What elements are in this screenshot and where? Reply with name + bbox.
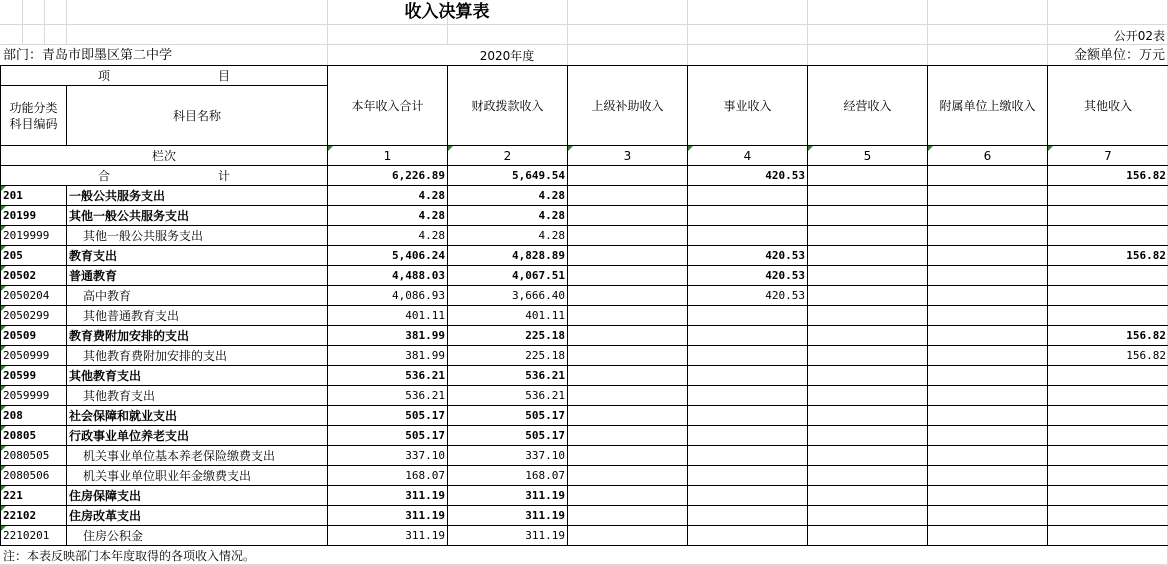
table-row	[1, 406, 1168, 426]
col-index-5[interactable]: 5	[808, 146, 928, 166]
subject-name[interactable]: 其他普通教育支出	[67, 306, 328, 326]
table-row	[1, 506, 1168, 526]
amount-cell[interactable]: 156.82	[1048, 326, 1168, 346]
amount-cell[interactable]	[928, 326, 1048, 346]
table-row	[1, 226, 1168, 246]
amount-cell[interactable]	[568, 386, 688, 406]
subject-name[interactable]: 高中教育	[67, 286, 328, 306]
amount-cell[interactable]	[808, 426, 928, 446]
amount-cell[interactable]: 505.17	[328, 426, 448, 446]
amount-cell[interactable]: 337.10	[328, 446, 448, 466]
amount-cell[interactable]	[688, 326, 808, 346]
amount-cell[interactable]: 536.21	[328, 386, 448, 406]
total-value[interactable]	[568, 166, 688, 186]
amount-cell[interactable]	[808, 466, 928, 486]
fiscal-year: 2020年度	[479, 49, 535, 63]
subject-name[interactable]: 住房改革支出	[67, 506, 328, 526]
col-index-2[interactable]: 2	[448, 146, 568, 166]
amount-cell[interactable]	[568, 506, 688, 526]
amount-cell[interactable]	[1048, 426, 1168, 446]
amount-cell[interactable]: 311.19	[328, 486, 448, 506]
amount-cell[interactable]	[808, 366, 928, 386]
col-header-1: 本年收入合计	[328, 66, 448, 146]
department-label: 部门：青岛市即墨区第二中学	[3, 48, 173, 63]
amount-cell[interactable]: 4,067.51	[448, 266, 568, 286]
col-header-2: 财政拨款收入	[448, 66, 568, 146]
amount-cell[interactable]: 225.18	[448, 326, 568, 346]
table-row	[1, 466, 1168, 486]
report-title: 收入决算表	[404, 2, 490, 22]
amount-cell[interactable]: 4.28	[328, 186, 448, 206]
subject-name[interactable]: 其他一般公共服务支出	[67, 206, 328, 226]
amount-cell[interactable]: 225.18	[448, 346, 568, 366]
amount-cell[interactable]: 505.17	[448, 426, 568, 446]
table-row	[1, 266, 1168, 286]
amount-cell[interactable]: 4.28	[328, 226, 448, 246]
income-table	[0, 65, 1168, 546]
table-row	[1, 526, 1168, 546]
amount-cell[interactable]: 381.99	[328, 326, 448, 346]
amount-cell[interactable]: 3,666.40	[448, 286, 568, 306]
subject-code[interactable]: 2019999	[1, 226, 67, 246]
subject-name[interactable]: 社会保障和就业支出	[67, 406, 328, 426]
amount-cell[interactable]: 4,828.89	[448, 246, 568, 266]
amount-cell[interactable]	[1048, 526, 1168, 546]
amount-cell[interactable]	[568, 206, 688, 226]
amount-cell[interactable]	[568, 446, 688, 466]
amount-cell[interactable]	[928, 426, 1048, 446]
col-index-6[interactable]: 6	[928, 146, 1048, 166]
table-row	[1, 186, 1168, 206]
amount-cell[interactable]	[1048, 206, 1168, 226]
amount-cell[interactable]	[1048, 506, 1168, 526]
amount-cell[interactable]: 168.07	[328, 466, 448, 486]
amount-cell[interactable]	[568, 306, 688, 326]
amount-cell[interactable]	[1048, 446, 1168, 466]
document-number: 公开02表	[1113, 29, 1165, 43]
amount-cell[interactable]: 505.17	[448, 406, 568, 426]
col-index-1[interactable]: 1	[328, 146, 448, 166]
amount-cell[interactable]	[1048, 286, 1168, 306]
amount-cell[interactable]	[568, 366, 688, 386]
amount-cell[interactable]	[568, 246, 688, 266]
amount-cell[interactable]	[1048, 406, 1168, 426]
column-index-label: 栏次	[1, 146, 328, 166]
amount-cell[interactable]: 4.28	[448, 206, 568, 226]
amount-cell[interactable]: 311.19	[448, 486, 568, 506]
amount-cell[interactable]: 401.11	[448, 306, 568, 326]
subject-name[interactable]: 教育费附加安排的支出	[67, 326, 328, 346]
amount-cell[interactable]	[808, 306, 928, 326]
subject-code[interactable]: 208	[1, 406, 67, 426]
amount-cell[interactable]	[688, 366, 808, 386]
amount-cell[interactable]	[808, 226, 928, 246]
amount-cell[interactable]	[928, 386, 1048, 406]
amount-cell[interactable]: 311.19	[328, 526, 448, 546]
amount-cell[interactable]	[568, 406, 688, 426]
amount-cell[interactable]: 156.82	[1048, 246, 1168, 266]
amount-cell[interactable]	[928, 446, 1048, 466]
amount-cell[interactable]: 337.10	[448, 446, 568, 466]
amount-cell[interactable]	[1048, 266, 1168, 286]
subject-code[interactable]: 22102	[1, 506, 67, 526]
subject-name[interactable]: 教育支出	[67, 246, 328, 266]
total-value[interactable]: 156.82	[1048, 166, 1168, 186]
amount-cell[interactable]: 311.19	[448, 526, 568, 546]
amount-cell[interactable]	[568, 466, 688, 486]
table-note: 注：本表反映部门本年度取得的各项收入情况。	[3, 549, 256, 563]
amount-cell[interactable]	[928, 366, 1048, 386]
amount-cell[interactable]	[808, 286, 928, 306]
col-index-4[interactable]: 4	[688, 146, 808, 166]
amount-cell[interactable]	[808, 486, 928, 506]
amount-cell[interactable]	[808, 386, 928, 406]
table-row	[1, 286, 1168, 306]
subject-code[interactable]: 2059999	[1, 386, 67, 406]
amount-cell[interactable]	[808, 406, 928, 426]
col-header-5: 经营收入	[808, 66, 928, 146]
amount-cell[interactable]	[688, 186, 808, 206]
amount-cell[interactable]	[928, 226, 1048, 246]
table-row	[1, 386, 1168, 406]
subject-code[interactable]: 2080505	[1, 446, 67, 466]
subject-code[interactable]: 221	[1, 486, 67, 506]
amount-cell[interactable]: 536.21	[328, 366, 448, 386]
amount-cell[interactable]	[568, 526, 688, 546]
amount-unit: 金额单位：万元	[1073, 48, 1165, 63]
subject-code[interactable]: 20509	[1, 326, 67, 346]
amount-cell[interactable]	[1048, 386, 1168, 406]
amount-cell[interactable]: 4,488.03	[328, 266, 448, 286]
amount-cell[interactable]	[1048, 486, 1168, 506]
total-label: 合 计	[1, 166, 328, 186]
amount-cell[interactable]: 420.53	[688, 266, 808, 286]
amount-cell[interactable]	[928, 286, 1048, 306]
amount-cell[interactable]	[808, 206, 928, 226]
amount-cell[interactable]	[1048, 186, 1168, 206]
total-value[interactable]: 6,226.89	[328, 166, 448, 186]
amount-cell[interactable]: 420.53	[688, 246, 808, 266]
amount-cell[interactable]	[808, 186, 928, 206]
amount-cell[interactable]	[688, 526, 808, 546]
amount-cell[interactable]	[568, 186, 688, 206]
subject-name[interactable]: 其他教育支出	[67, 386, 328, 406]
amount-cell[interactable]: 420.53	[688, 286, 808, 306]
amount-cell[interactable]	[1048, 306, 1168, 326]
table-row	[1, 346, 1168, 366]
total-value[interactable]	[928, 166, 1048, 186]
amount-cell[interactable]: 4.28	[448, 186, 568, 206]
subject-name[interactable]: 一般公共服务支出	[67, 186, 328, 206]
table-row	[1, 326, 1168, 346]
code-col-header: 功能分类 科目编码	[1, 86, 67, 146]
subject-code[interactable]: 2080506	[1, 466, 67, 486]
amount-cell[interactable]	[808, 246, 928, 266]
amount-cell[interactable]	[688, 346, 808, 366]
amount-cell[interactable]	[568, 486, 688, 506]
amount-cell[interactable]	[928, 246, 1048, 266]
amount-cell[interactable]: 4.28	[448, 226, 568, 246]
table-row	[1, 366, 1168, 386]
amount-cell[interactable]	[808, 346, 928, 366]
amount-cell[interactable]: 505.17	[328, 406, 448, 426]
total-row	[1, 166, 1168, 186]
amount-cell[interactable]: 401.11	[328, 306, 448, 326]
subject-name[interactable]: 其他教育支出	[67, 366, 328, 386]
total-value[interactable]: 420.53	[688, 166, 808, 186]
amount-cell[interactable]	[808, 526, 928, 546]
header-row-1	[1, 66, 1168, 86]
subject-name[interactable]: 机关事业单位职业年金缴费支出	[67, 466, 328, 486]
amount-cell[interactable]: 5,406.24	[328, 246, 448, 266]
subject-code[interactable]: 205	[1, 246, 67, 266]
subject-name[interactable]: 住房保障支出	[67, 486, 328, 506]
amount-cell[interactable]	[1048, 226, 1168, 246]
amount-cell[interactable]	[688, 386, 808, 406]
table-row	[1, 246, 1168, 266]
amount-cell[interactable]	[688, 226, 808, 246]
table-row	[1, 446, 1168, 466]
amount-cell[interactable]	[808, 506, 928, 526]
table-row	[1, 306, 1168, 326]
subject-code[interactable]: 20599	[1, 366, 67, 386]
amount-cell[interactable]	[928, 466, 1048, 486]
subject-name[interactable]: 机关事业单位基本养老保险缴费支出	[67, 446, 328, 466]
subject-name[interactable]: 其他教育费附加安排的支出	[67, 346, 328, 366]
amount-cell[interactable]	[688, 306, 808, 326]
col-header-4: 事业收入	[688, 66, 808, 146]
amount-cell[interactable]	[568, 346, 688, 366]
amount-cell[interactable]	[688, 466, 808, 486]
item-group-header: 项 目	[1, 66, 328, 86]
col-header-7: 其他收入	[1048, 66, 1168, 146]
amount-cell[interactable]	[928, 526, 1048, 546]
col-index-3[interactable]: 3	[568, 146, 688, 166]
amount-cell[interactable]	[808, 326, 928, 346]
amount-cell[interactable]	[928, 206, 1048, 226]
table-row	[1, 486, 1168, 506]
amount-cell[interactable]	[688, 426, 808, 446]
amount-cell[interactable]	[688, 446, 808, 466]
amount-cell[interactable]: 168.07	[448, 466, 568, 486]
amount-cell[interactable]	[928, 266, 1048, 286]
table-body	[1, 186, 1168, 546]
amount-cell[interactable]	[928, 406, 1048, 426]
amount-cell[interactable]	[1048, 366, 1168, 386]
table-row	[1, 426, 1168, 446]
amount-cell[interactable]	[1048, 466, 1168, 486]
amount-cell[interactable]	[568, 226, 688, 246]
subject-code[interactable]: 201	[1, 186, 67, 206]
amount-cell[interactable]: 536.21	[448, 386, 568, 406]
amount-cell[interactable]: 381.99	[328, 346, 448, 366]
amount-cell[interactable]	[688, 406, 808, 426]
amount-cell[interactable]	[928, 186, 1048, 206]
amount-cell[interactable]	[688, 506, 808, 526]
amount-cell[interactable]	[928, 306, 1048, 326]
amount-cell[interactable]: 311.19	[448, 506, 568, 526]
amount-cell[interactable]	[928, 346, 1048, 366]
amount-cell[interactable]: 536.21	[448, 366, 568, 386]
subject-code[interactable]: 20805	[1, 426, 67, 446]
subject-name[interactable]: 行政事业单位养老支出	[67, 426, 328, 446]
subject-code[interactable]: 2050299	[1, 306, 67, 326]
amount-cell[interactable]	[568, 326, 688, 346]
name-col-header: 科目名称	[67, 86, 328, 146]
amount-cell[interactable]: 4.28	[328, 206, 448, 226]
amount-cell[interactable]	[568, 426, 688, 446]
amount-cell[interactable]	[808, 266, 928, 286]
amount-cell[interactable]	[688, 206, 808, 226]
subject-name[interactable]: 住房公积金	[67, 526, 328, 546]
col-header-6: 附属单位上缴收入	[928, 66, 1048, 146]
subject-code[interactable]: 2050204	[1, 286, 67, 306]
subject-code[interactable]: 2210201	[1, 526, 67, 546]
subject-code[interactable]: 20502	[1, 266, 67, 286]
sheet-gridlines	[0, 0, 1168, 65]
col-index-7[interactable]: 7	[1048, 146, 1168, 166]
subject-code[interactable]: 20199	[1, 206, 67, 226]
total-value[interactable]: 5,649.54	[448, 166, 568, 186]
amount-cell[interactable]	[808, 446, 928, 466]
subject-name[interactable]: 普通教育	[67, 266, 328, 286]
column-index-row	[1, 146, 1168, 166]
col-header-3: 上级补助收入	[568, 66, 688, 146]
subject-code[interactable]: 2050999	[1, 346, 67, 366]
amount-cell[interactable]: 4,086.93	[328, 286, 448, 306]
subject-name[interactable]: 其他一般公共服务支出	[67, 226, 328, 246]
amount-cell[interactable]	[568, 286, 688, 306]
amount-cell[interactable]	[928, 506, 1048, 526]
amount-cell[interactable]: 311.19	[328, 506, 448, 526]
amount-cell[interactable]	[688, 486, 808, 506]
amount-cell[interactable]: 156.82	[1048, 346, 1168, 366]
table-row	[1, 206, 1168, 226]
amount-cell[interactable]	[568, 266, 688, 286]
total-value[interactable]	[808, 166, 928, 186]
amount-cell[interactable]	[928, 486, 1048, 506]
